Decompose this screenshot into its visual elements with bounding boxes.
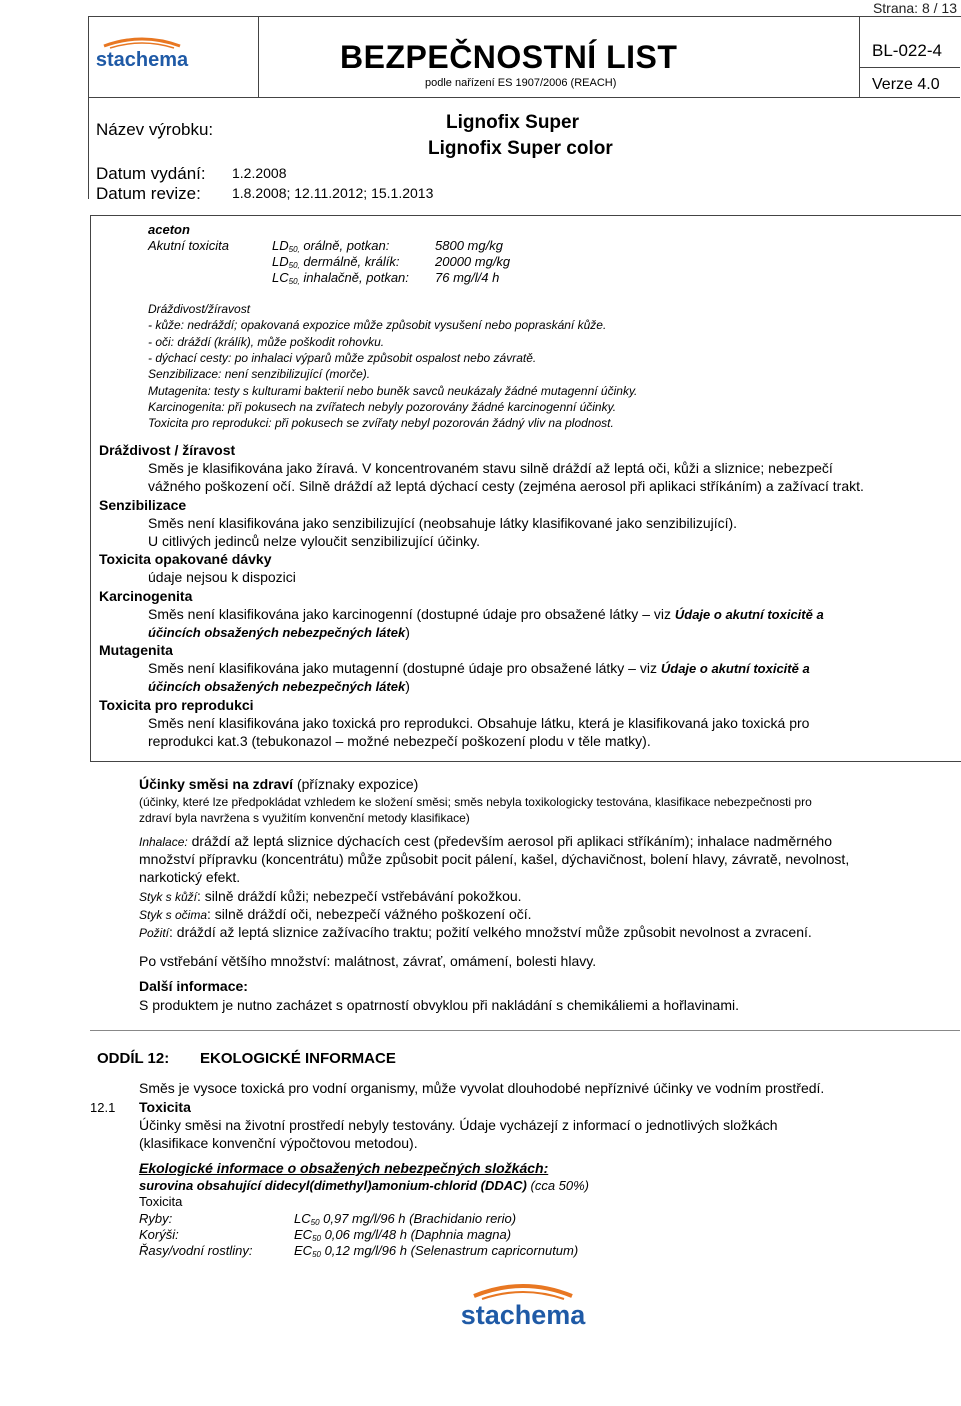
ingestion-text: Požití: dráždí až leptá sliznice zažívacího traktu; požití velkého množství může způsobit nevolnost a zvracení.: [139, 924, 812, 940]
inhalation-text: narkotický efekt.: [139, 869, 241, 885]
acetone-line: Mutagenita: testy s kulturami bakterií nebo buněk savců neukázaly žádné mutagenní účinky.: [148, 384, 638, 398]
footer-logo-icon: [460, 1282, 586, 1332]
section-12-label: ODDÍL 12:: [97, 1050, 170, 1067]
reproduction-title: Toxicita pro reprodukci: [99, 697, 254, 713]
acetone-line: Karcinogenita: při pokusech na zvířatech nebyly pozorovány žádné karcinogenní účinky.: [148, 400, 617, 414]
eco-row-value: $EC_{50}$ 0,12 mg/l/96 h (Selenastrum capricornutum): [294, 1243, 579, 1259]
repeated-dose-title: Toxicita opakované dávky: [99, 551, 272, 567]
eco-row-label: Řasy/vodní rostliny:: [139, 1243, 253, 1258]
acetone-line: - kůže: nedráždí; opakovaná expozice může způsobit vysušení nebo popraskání kůže.: [148, 318, 607, 332]
irritation-text: Směs je klasifikována jako žíravá. V koncentrovaném stavu silně dráždí až leptá oči, kůži a sliznice; nebezpečí: [148, 460, 833, 476]
ecology-intro: Směs je vysoce toxická pro vodní organismy, může vyvolat dlouhodobé nepříznivé účinky ve vodním prostředí.: [139, 1080, 825, 1096]
issue-date: 1.2.2008: [232, 165, 287, 181]
header-divider: [88, 97, 960, 98]
irritation-title: Dráždivost / žíravost: [99, 442, 236, 458]
section-12-title: EKOLOGICKÉ INFORMACE: [200, 1050, 396, 1067]
acute-row-1: $LD_{50,}$ orálně, potkan:: [272, 238, 390, 254]
mutagenicity-text: Směs není klasifikována jako mutagenní (dostupné údaje pro obsažené látky – viz Údaje o akutní toxicitě a: [148, 660, 810, 676]
inhalation-text: Inhalace: dráždí až leptá sliznice dýchacích cest (především aerosol při aplikaci stříkáním); inhalace nadměrného: [139, 833, 833, 849]
toxicity-text: Účinky směsi na životní prostředí nebyly testovány. Údaje vycházejí z informací o jednotlivých složkách: [139, 1117, 778, 1133]
irritation-text: vážného poškození očí. Silně dráždí až leptá dýchací cesty (zejména aerosol při aplikaci stříkáním) a zažívací trakt.: [148, 478, 864, 494]
eco-toxicity-label: Toxicita: [139, 1194, 183, 1209]
acetone-line: - oči: dráždí (králík), může poškodit rohovku.: [148, 335, 385, 349]
further-info-text: S produktem je nutno zacházet s opatrností obvyklou při nakládání s chemikáliemi a hořlavinami.: [139, 997, 739, 1013]
product-name-1: Lignofix Super: [446, 112, 579, 133]
sensitization-text: U citlivých jedinců nelze vyloučit senzibilizující účinky.: [148, 533, 480, 549]
inhalation-text: množství přípravku (koncentrátu) může způsobit pocit pálení, kašel, dýchavičnost, bolení hlavy, závratě, nevolnost,: [139, 851, 850, 867]
document-title: BEZPEČNOSTNÍ LIST: [340, 39, 678, 75]
revision-date-label: Datum revize:: [96, 184, 201, 203]
acute-value-3: 76 mg/l/4 h: [435, 270, 500, 285]
carcinogenicity-ref: účincích obsažených nebezpečných látek): [148, 624, 410, 640]
company-logo-icon: [95, 36, 189, 72]
subsection-title: Toxicita: [139, 1099, 191, 1115]
acetone-irritation-title: Dráždivost/žíravost: [148, 302, 251, 316]
revision-dates: 1.8.2008; 12.11.2012; 15.1.2013: [232, 185, 434, 201]
further-info-title: Další informace:: [139, 978, 248, 994]
acute-value-2: 20000 mg/kg: [435, 254, 511, 269]
eco-row-label: Ryby:: [139, 1211, 173, 1226]
subsection-number: 12.1: [90, 1100, 116, 1115]
absorption-text: Po vstřebání většího množství: malátnost, závrať, omámení, bolesti hlavy.: [139, 953, 597, 969]
acetone-line: Toxicita pro reprodukci: při pokusech se zvířaty nebyl pozorován žádný vliv na plodnost.: [148, 416, 614, 430]
acute-row-3: $LC_{50,}$ inhalačně, potkan:: [272, 270, 409, 286]
raw-material: surovina obsahující didecyl(dimethyl)amonium-chlorid (DDAC) (cca 50%): [139, 1178, 590, 1193]
document-version: Verze 4.0: [872, 76, 940, 93]
issue-date-label: Datum vydání:: [96, 164, 206, 183]
acute-row-2: $LD_{50,}$ dermálně, králík:: [272, 254, 400, 270]
acute-value-1: 5800 mg/kg: [435, 238, 503, 253]
footer-logo-text: stachema: [460, 1300, 586, 1330]
acetone-name: aceton: [148, 222, 190, 237]
eco-row-value: $EC_{50}$ 0,06 mg/l/48 h (Daphnia magna): [294, 1227, 512, 1243]
header-divider-right: [859, 16, 860, 97]
carcinogenicity-title: Karcinogenita: [99, 588, 193, 604]
header-divider-left: [258, 16, 259, 97]
reproduction-text: Směs není klasifikována jako toxická pro reprodukci. Obsahuje látku, která je klasifikovaná jako toxická pro: [148, 715, 810, 731]
effects-note: (účinky, které lze předpokládat vzhledem ke složení směsi; směs nebyla toxikologicky testována, klasifikace nebezpečnosti pro: [139, 795, 812, 809]
eco-row-value: $LC_{50}$ 0,97 mg/l/96 h (Brachidanio rerio): [294, 1211, 517, 1227]
eye-contact-text: Styk s očima: silně dráždí oči, nebezpečí vážného poškození očí.: [139, 906, 532, 922]
acetone-line: Senzibilizace: není senzibilizující (morče).: [148, 367, 371, 381]
sensitization-title: Senzibilizace: [99, 497, 187, 513]
footer-logo: [460, 1282, 586, 1337]
logo-text: stachema: [95, 49, 189, 71]
sensitization-text: Směs není klasifikována jako senzibilizující (neobsahuje látky klasifikované jako senzibilizující).: [148, 515, 738, 531]
company-logo: [95, 36, 189, 77]
effects-title: Účinky směsi na zdraví (příznaky expozice): [139, 776, 419, 792]
effects-note: zdraví byla navržena s využitím konvenční metody klasifikace): [139, 811, 470, 825]
skin-contact-text: Styk s kůží: silně dráždí kůži; nebezpečí vstřebávání pokožkou.: [139, 888, 522, 904]
toxicity-text: (klasifikace konvenční výpočtovou metodou).: [139, 1135, 418, 1151]
mutagenicity-title: Mutagenita: [99, 642, 173, 658]
acetone-line: - dýchací cesty: po inhalaci výparů může způsobit ospalost nebo závratě.: [148, 351, 537, 365]
product-label: Název výrobku:: [96, 120, 214, 139]
carcinogenicity-text: Směs není klasifikována jako karcinogenní (dostupné údaje pro obsažené látky – viz Údaje o akutní toxicitě a: [148, 606, 824, 622]
document-code: BL-022-4: [872, 41, 942, 60]
document-subtitle: podle nařízení ES 1907/2006 (REACH): [425, 77, 617, 89]
reproduction-text: reprodukci kat.3 (tebukonazol – možné nebezpečí poškození plodu v těle matky).: [148, 733, 651, 749]
repeated-dose-text: údaje nejsou k dispozici: [148, 569, 296, 585]
product-name-2: Lignofix Super color: [428, 138, 613, 159]
page-number: Strana: 8 / 13: [872, 0, 957, 16]
doc-code-divider: [859, 67, 960, 68]
eco-row-label: Korýši:: [139, 1227, 179, 1242]
acute-toxicity-label: Akutní toxicita: [148, 238, 229, 253]
eco-info-title: Ekologické informace o obsažených nebezpečných složkách:: [139, 1160, 549, 1176]
mutagenicity-ref: účincích obsažených nebezpečných látek): [148, 678, 410, 694]
section-divider: [90, 1030, 960, 1031]
